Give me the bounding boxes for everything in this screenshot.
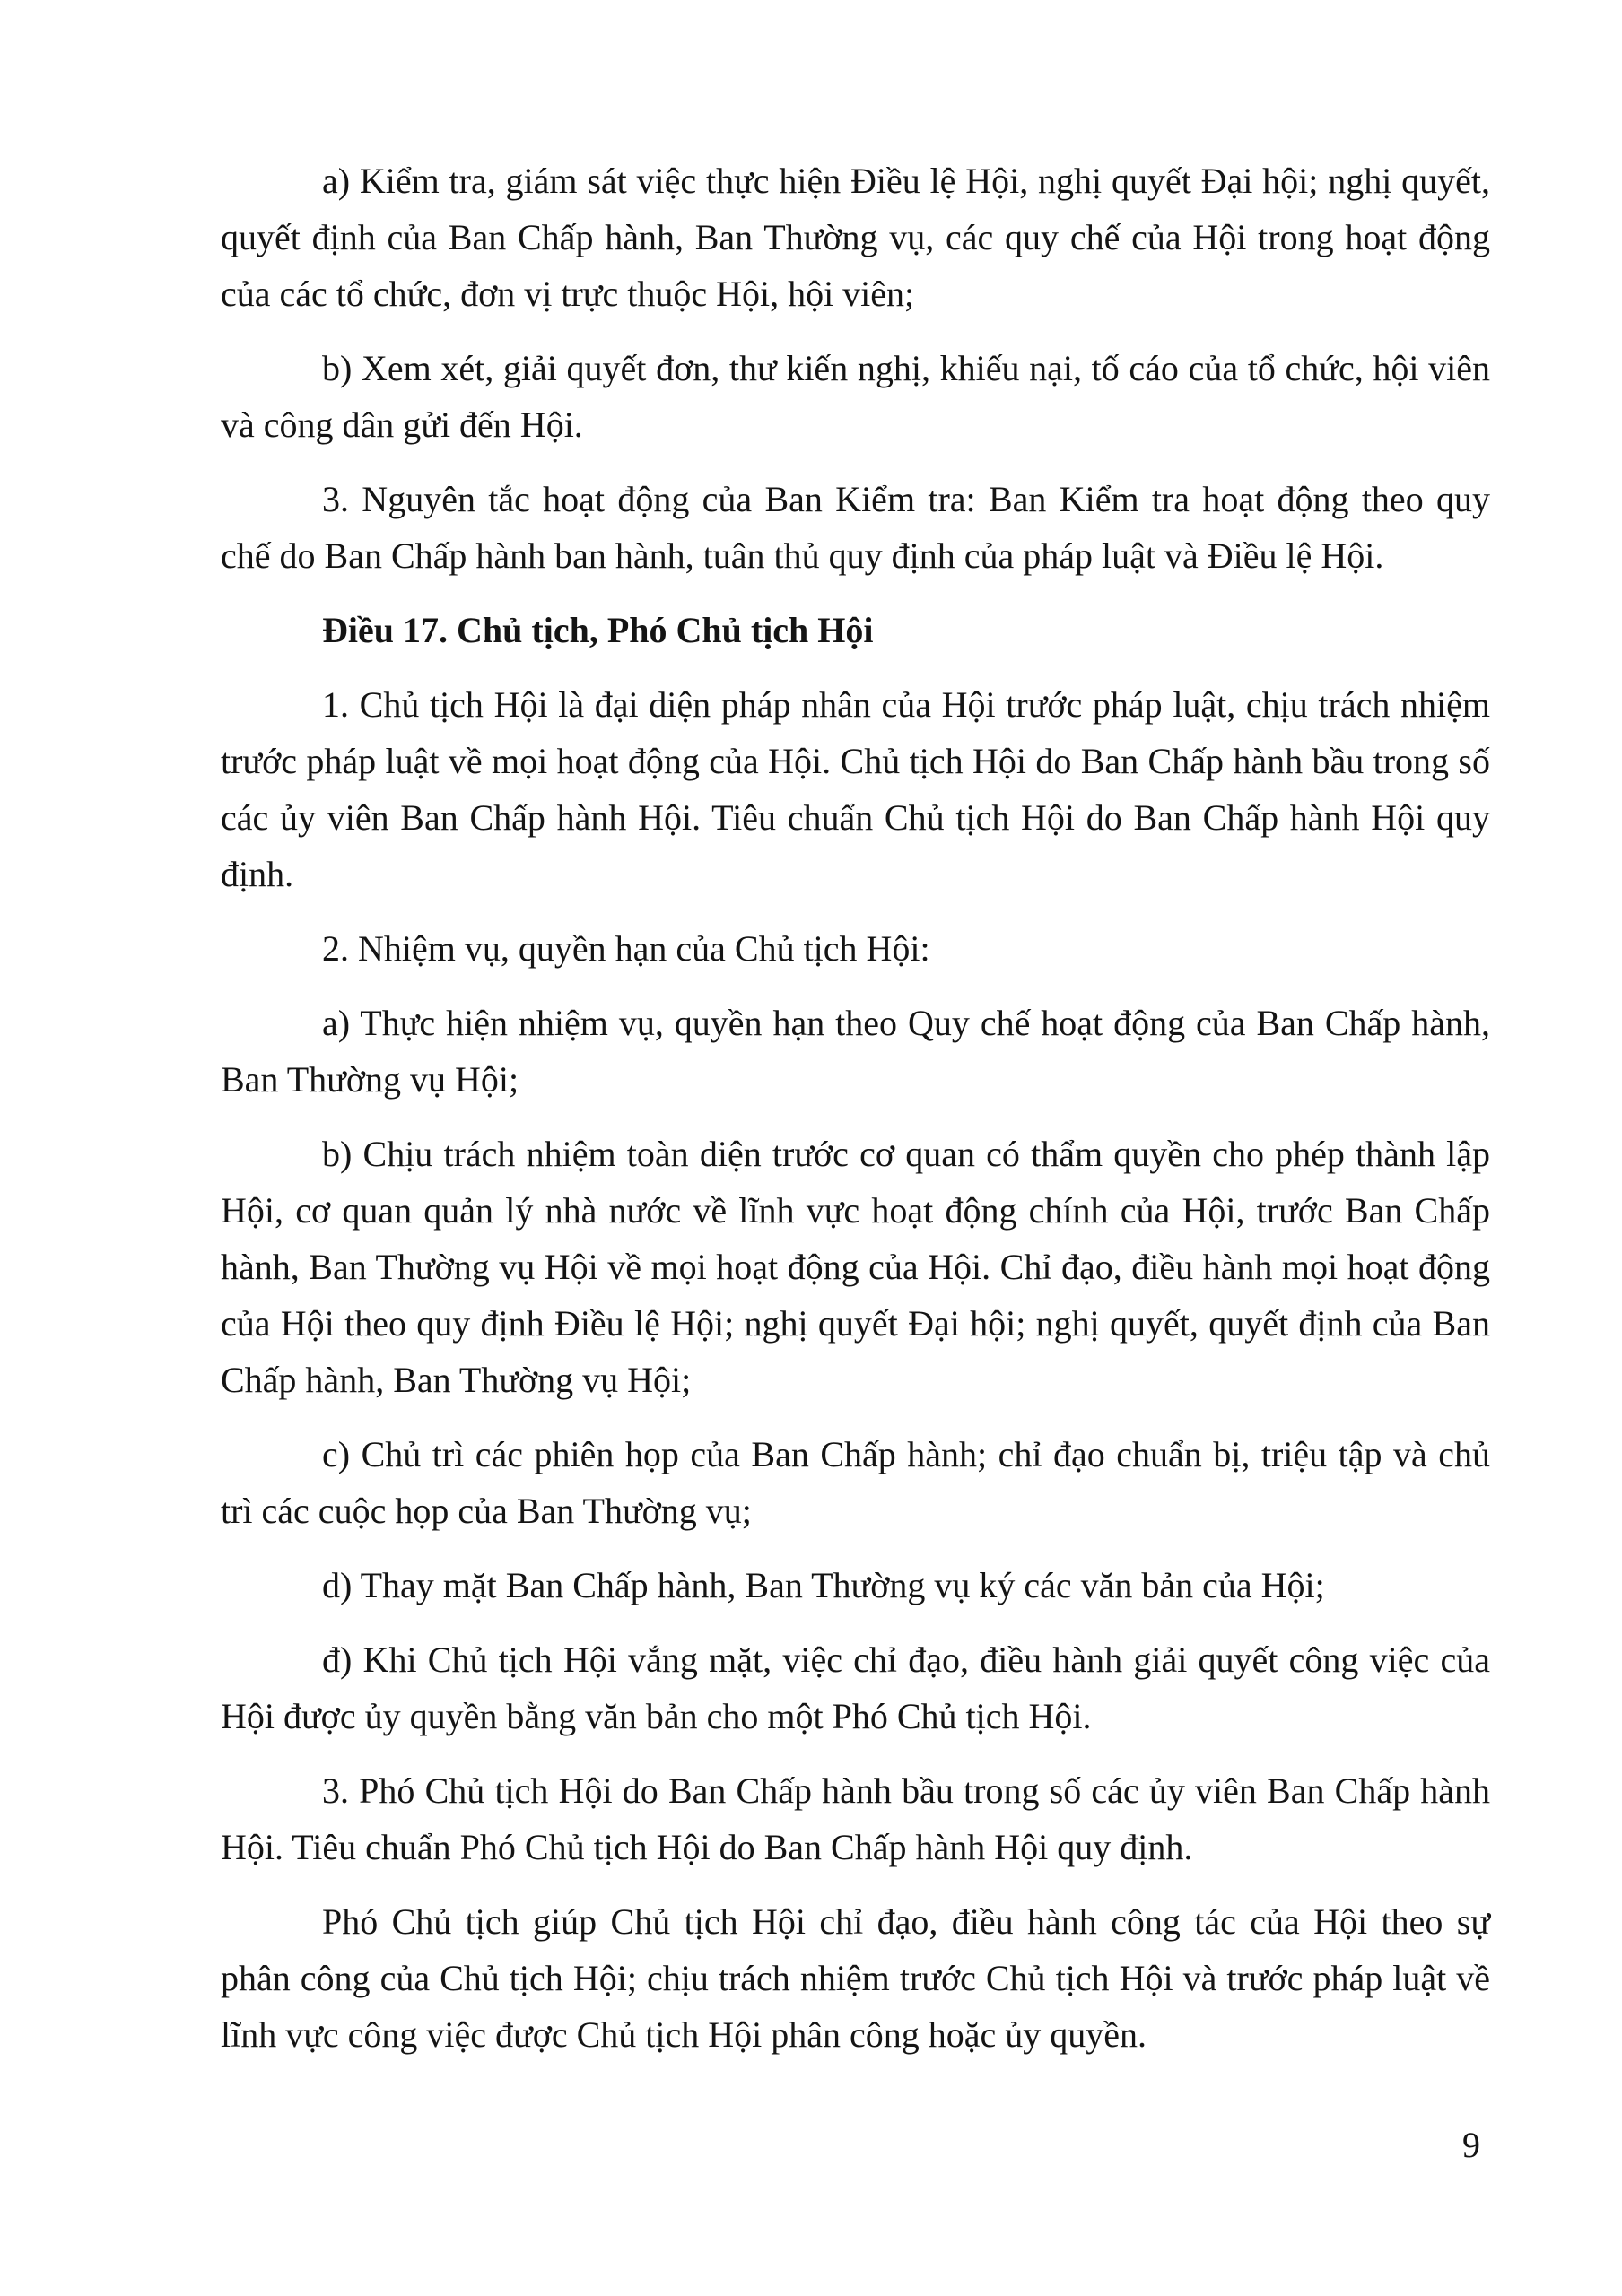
paragraph-2a-oversight: a) Kiểm tra, giám sát việc thực hiện Điều lệ Hội, nghị quyết Đại hội; nghị quyết, quyết định của Ban Chấp hành, Ban Thường vụ, các quy chế của Hội trong hoạt động của các tổ chức, đơn vị trực thuộc Hội, hội viên; bbox=[221, 161, 1490, 314]
paragraph-2b-responsibility: b) Chịu trách nhiệm toàn diện trước cơ quan có thẩm quyền cho phép thành lập Hội, cơ quan quản lý nhà nước về lĩnh vực hoạt động chính của Hội, trước Ban Chấp hành, Ban Thường vụ Hội về mọi hoạt động của Hội. Chỉ đạo, điều hành mọi hoạt động của Hội theo quy định Điều lệ Hội; nghị quyết Đại hội; nghị quyết, quyết định của Ban Chấp hành, Ban Thường vụ Hội; bbox=[221, 1134, 1490, 1400]
page-number: 9 bbox=[1462, 2125, 1480, 2165]
document-page bbox=[221, 152, 1490, 2063]
paragraph-2a-duties: a) Thực hiện nhiệm vụ, quyền hạn theo Quy chế hoạt động của Ban Chấp hành, Ban Thường vụ Hội; bbox=[221, 1003, 1490, 1100]
paragraph-vice-chairman-role: Phó Chủ tịch giúp Chủ tịch Hội chỉ đạo, điều hành công tác của Hội theo sự phân công của Chủ tịch Hội; chịu trách nhiệm trước Chủ tịch Hội và trước pháp luật về lĩnh vực công việc được Chủ tịch Hội phân công hoặc ủy quyền. bbox=[221, 1901, 1490, 2055]
paragraph-3-vice-chairman: 3. Phó Chủ tịch Hội do Ban Chấp hành bầu trong số các ủy viên Ban Chấp hành Hội. Tiêu chuẩn Phó Chủ tịch Hội do Ban Chấp hành Hội quy định. bbox=[221, 1770, 1490, 1867]
article-17-heading: Điều 17. Chủ tịch, Phó Chủ tịch Hội bbox=[322, 610, 874, 650]
paragraph-2b-complaints: b) Xem xét, giải quyết đơn, thư kiến nghị, khiếu nại, tố cáo của tổ chức, hội viên và công dân gửi đến Hội. bbox=[221, 348, 1490, 445]
paragraph-2d-signing: d) Thay mặt Ban Chấp hành, Ban Thường vụ ký các văn bản của Hội; bbox=[322, 1565, 1325, 1605]
paragraph-2-chairman-duties: 2. Nhiệm vụ, quyền hạn của Chủ tịch Hội: bbox=[322, 928, 930, 969]
paragraph-2c-meetings: c) Chủ trì các phiên họp của Ban Chấp hành; chỉ đạo chuẩn bị, triệu tập và chủ trì các cuộc họp của Ban Thường vụ; bbox=[221, 1434, 1490, 1531]
paragraph-1-chairman: 1. Chủ tịch Hội là đại diện pháp nhân của Hội trước pháp luật, chịu trách nhiệm trước pháp luật về mọi hoạt động của Hội. Chủ tịch Hội do Ban Chấp hành bầu trong số các ủy viên Ban Chấp hành Hội. Tiêu chuẩn Chủ tịch Hội do Ban Chấp hành Hội quy định. bbox=[221, 684, 1490, 894]
paragraph-3-inspection-principles: 3. Nguyên tắc hoạt động của Ban Kiểm tra: Ban Kiểm tra hoạt động theo quy chế do Ban Chấp hành ban hành, tuân thủ quy định của pháp luật và Điều lệ Hội. bbox=[221, 479, 1490, 576]
paragraph-2dd-delegation: đ) Khi Chủ tịch Hội vắng mặt, việc chỉ đạo, điều hành giải quyết công việc của Hội được ủy quyền bằng văn bản cho một Phó Chủ tịch Hội. bbox=[221, 1639, 1490, 1736]
